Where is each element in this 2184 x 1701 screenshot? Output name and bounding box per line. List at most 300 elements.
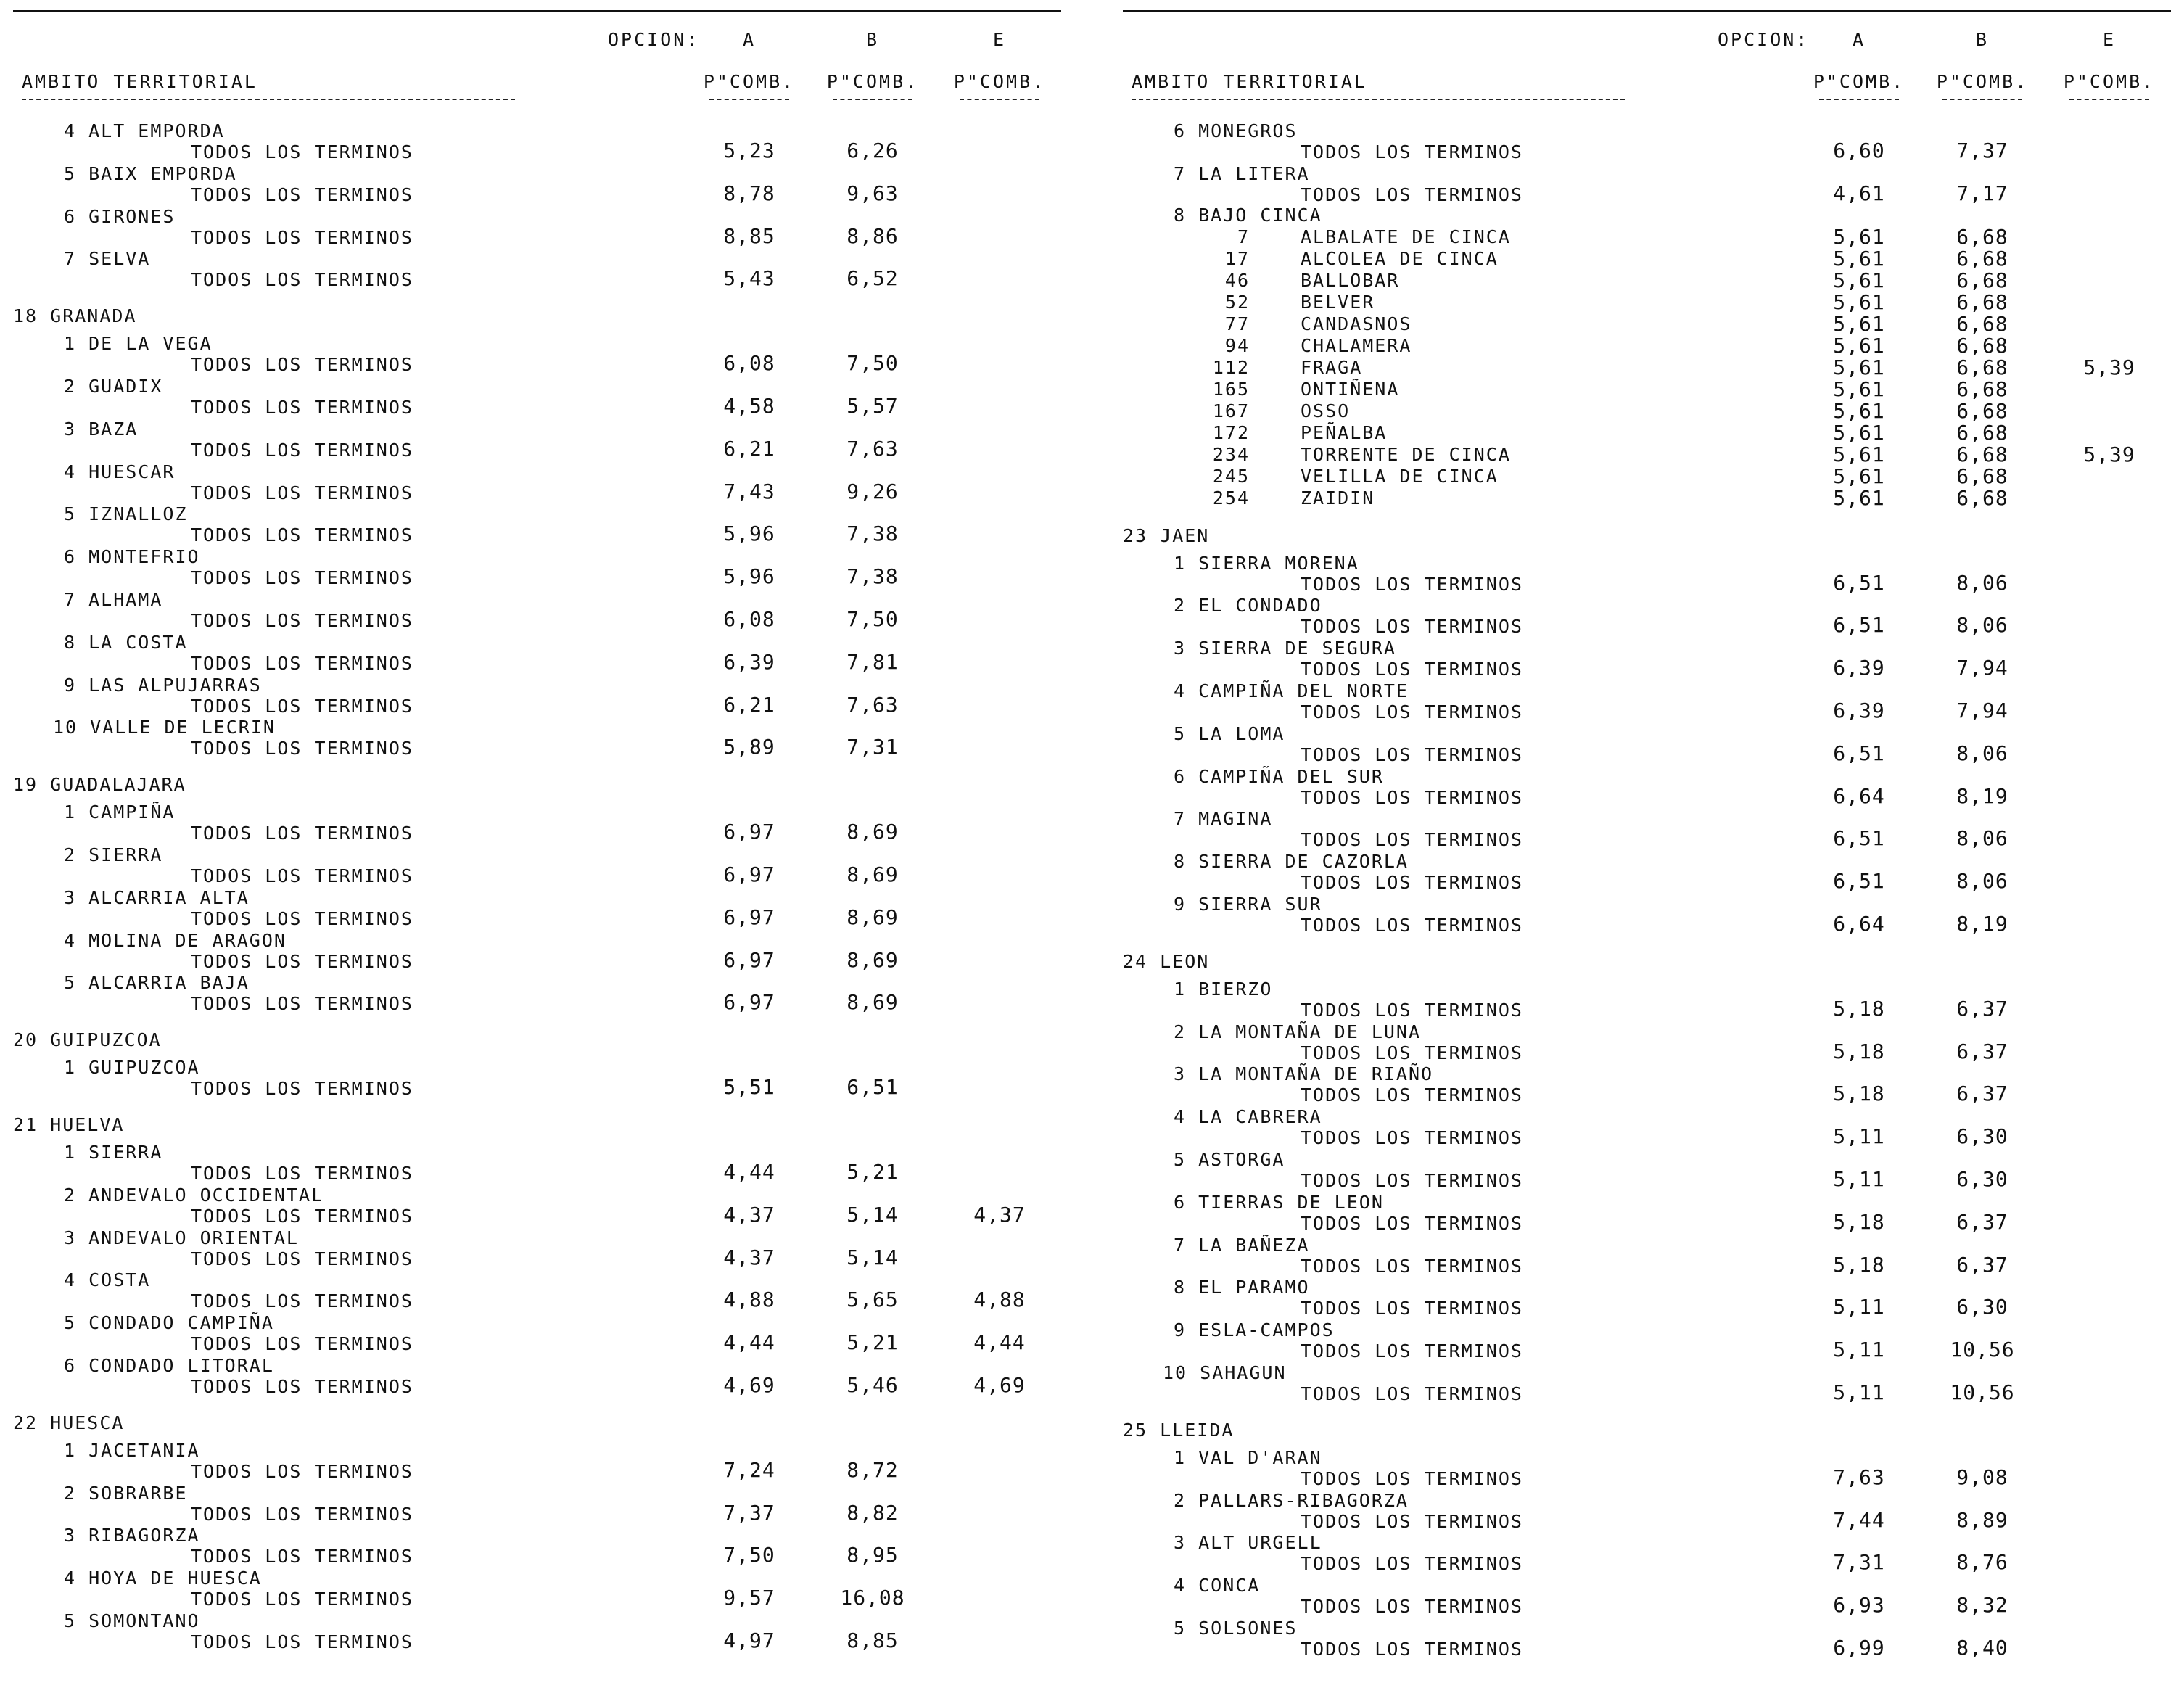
terminos-label: TODOS LOS TERMINOS: [1301, 744, 1523, 765]
pcomb-e-header: P"COMB.: [953, 71, 1046, 92]
comarca-row: [1123, 162, 2171, 205]
value-a: 5,11: [1833, 1338, 1885, 1362]
comarca-row: [1123, 1062, 2171, 1105]
municipio-row: [1123, 400, 2171, 422]
municipio-name: ZAIDIN: [1301, 487, 1375, 508]
value-a: 4,69: [723, 1372, 775, 1397]
terminos-label: TODOS LOS TERMINOS: [191, 1375, 413, 1397]
terminos-label: TODOS LOS TERMINOS: [1301, 872, 1523, 894]
municipio-row: [1123, 357, 2171, 379]
comarca-row: [1123, 1233, 2171, 1276]
comarca-label: 3 SIERRA DE SEGURA: [1174, 638, 1396, 659]
value-b: 5,14: [846, 1245, 899, 1269]
municipio-code: 254: [1212, 487, 1250, 508]
province-label: 19 GUADALAJARA: [13, 774, 186, 796]
value-a: 8,85: [723, 223, 775, 248]
comarca-row: [13, 928, 1061, 971]
left-column: [13, 10, 1061, 1693]
municipio-name: BELVER: [1301, 291, 1375, 313]
comarca-row: [1123, 1275, 2171, 1318]
comarca-row: [1123, 1616, 2171, 1659]
comarca-row: [13, 502, 1061, 545]
value-b: 6,68: [1956, 268, 2008, 292]
province-label: 22 HUESCA: [13, 1412, 125, 1433]
comarca-label: 1 BIERZO: [1174, 978, 1273, 1000]
value-b: 5,57: [846, 393, 899, 418]
comarca-label: 5 IZNALLOZ: [64, 503, 188, 525]
comarca-row: [1123, 722, 2171, 765]
value-b: 5,21: [846, 1159, 899, 1184]
comarca-label: 6 CAMPIÑA DEL SUR: [1174, 765, 1384, 787]
comarca-row: [13, 1354, 1061, 1396]
comarca-label: 4 CAMPIÑA DEL NORTE: [1174, 680, 1409, 701]
value-b: 8,32: [1956, 1593, 2008, 1618]
terminos-label: TODOS LOS TERMINOS: [191, 396, 413, 418]
comarca-row: [13, 1226, 1061, 1269]
municipio-code: 17: [1224, 247, 1250, 269]
terminos-label: TODOS LOS TERMINOS: [1301, 1553, 1523, 1575]
comarca-label: 5 ALCARRIA BAJA: [64, 972, 250, 994]
value-a: 4,61: [1833, 181, 1885, 205]
municipio-name: ONTIÑENA: [1301, 378, 1400, 400]
terminos-label: TODOS LOS TERMINOS: [1301, 1127, 1523, 1149]
value-b: 7,94: [1956, 656, 2008, 680]
municipio-code: 112: [1212, 356, 1250, 378]
comarca-row: [1123, 679, 2171, 722]
province-row: [1123, 509, 2171, 551]
value-a: 5,18: [1833, 996, 1885, 1021]
value-a: 6,51: [1833, 826, 1885, 851]
comarca-label: 3 ALT URGELL: [1174, 1532, 1322, 1554]
terminos-label: TODOS LOS TERMINOS: [191, 609, 413, 631]
value-b: 6,37: [1956, 1209, 2008, 1234]
comarca-label: 8 EL PARAMO: [1174, 1277, 1310, 1298]
value-b: 8,06: [1956, 869, 2008, 894]
value-e: 5,39: [2083, 355, 2135, 379]
value-a: 6,60: [1833, 139, 1885, 162]
comarca-row: [13, 205, 1061, 247]
value-a: 5,11: [1833, 1380, 1885, 1404]
municipio-row: [1123, 422, 2171, 444]
value-a: 6,64: [1833, 911, 1885, 936]
value-e: 4,69: [973, 1372, 1026, 1397]
comarca-label: 6 MONEGROS: [1174, 120, 1298, 141]
comarca-label: 1 GUIPUZCOA: [64, 1057, 200, 1079]
value-b: 5,65: [846, 1288, 899, 1312]
comarca-label: 4 HOYA DE HUESCA: [64, 1568, 262, 1589]
terminos-label: TODOS LOS TERMINOS: [1301, 1596, 1523, 1618]
comarca-label: 10 SAHAGUN: [1163, 1362, 1287, 1383]
comarca-row: [1123, 1105, 2171, 1148]
option-b-header: B: [1975, 29, 1990, 50]
municipio-code: 172: [1212, 421, 1250, 443]
comarca-label: 3 LA MONTAÑA DE RIAÑO: [1174, 1063, 1434, 1085]
comarca-label: 3 BAZA: [64, 418, 139, 440]
value-a: 6,97: [723, 862, 775, 886]
comarca-label: 4 CONCA: [1174, 1575, 1261, 1597]
value-b: 8,69: [846, 862, 899, 886]
municipio-code: 94: [1224, 334, 1250, 356]
comarca-label: 9 LAS ALPUJARRAS: [64, 674, 262, 696]
municipio-row: [1123, 376, 2171, 401]
terminos-label: TODOS LOS TERMINOS: [1301, 999, 1523, 1021]
terminos-label: TODOS LOS TERMINOS: [191, 269, 413, 291]
ambito-underline: [22, 99, 515, 100]
pcomb-a-header: P"COMB.: [703, 71, 796, 92]
municipio-row: [1123, 248, 2171, 270]
municipio-name: BALLOBAR: [1301, 269, 1400, 291]
comarca-row: [1123, 1020, 2171, 1063]
comarca-row: [13, 1566, 1061, 1609]
value-b: 8,72: [846, 1457, 899, 1482]
terminos-label: TODOS LOS TERMINOS: [1301, 701, 1523, 722]
value-b: 8,89: [1956, 1507, 2008, 1532]
value-a: 5,11: [1833, 1124, 1885, 1149]
pcomb-b-header: P"COMB.: [1936, 71, 2029, 92]
terminos-label: TODOS LOS TERMINOS: [1301, 1383, 1523, 1404]
province-row: [13, 1013, 1061, 1055]
comarca-label: 9 SIERRA SUR: [1174, 893, 1322, 915]
terminos-label: TODOS LOS TERMINOS: [191, 226, 413, 248]
municipio-code: 77: [1224, 313, 1250, 334]
comarca-row: [1123, 1318, 2171, 1361]
province-row: [13, 758, 1061, 800]
comarca-row: [13, 1183, 1061, 1226]
comarca-row: [1123, 636, 2171, 679]
province-row: [1123, 1404, 2171, 1446]
top-rule: [13, 10, 1061, 12]
pcomb-e-header: P"COMB.: [2063, 71, 2156, 92]
value-b: 6,68: [1956, 464, 2008, 488]
comarca-label: 6 MONTEFRIO: [64, 546, 200, 568]
value-b: 10,56: [1950, 1338, 2015, 1362]
comarca-label: 4 HUESCAR: [64, 461, 176, 482]
municipio-row: [1123, 487, 2171, 509]
value-a: 6,08: [723, 606, 775, 631]
municipio-name: FRAGA: [1301, 356, 1363, 378]
comarca-label: 1 SIERRA: [64, 1141, 163, 1163]
terminos-label: TODOS LOS TERMINOS: [191, 1333, 413, 1355]
value-a: 6,51: [1833, 741, 1885, 765]
municipio-row: [1123, 270, 2171, 292]
comarca-row: [1123, 1190, 2171, 1233]
terminos-label: TODOS LOS TERMINOS: [1301, 786, 1523, 808]
value-a: 4,97: [723, 1628, 775, 1652]
col-b-underline: [1942, 99, 2022, 100]
municipio-code: 165: [1212, 378, 1250, 400]
top-rule: [1123, 10, 2171, 12]
comarca-label: 3 RIBAGORZA: [64, 1525, 200, 1546]
comarca-row: [1123, 119, 2171, 162]
value-b: 8,06: [1956, 613, 2008, 638]
comarca-label: 4 MOLINA DE ARAGON: [64, 929, 287, 951]
comarca-label: 2 SIERRA: [64, 844, 163, 865]
opcion-label: OPCION:: [1718, 29, 1810, 50]
option-a-header: A: [742, 29, 757, 50]
comarca-row: [1123, 1148, 2171, 1190]
comarca-label: 1 JACETANIA: [64, 1439, 200, 1461]
municipio-name: ALBALATE DE CINCA: [1301, 226, 1511, 247]
value-a: 5,18: [1833, 1252, 1885, 1277]
municipio-name: VELILLA DE CINCA: [1301, 465, 1499, 487]
col-a-underline: [709, 99, 789, 100]
value-a: 6,97: [723, 990, 775, 1015]
comarca-label: 3 ALCARRIA ALTA: [64, 886, 250, 908]
terminos-label: TODOS LOS TERMINOS: [191, 1205, 413, 1227]
value-b: 8,06: [1956, 570, 2008, 595]
value-b: 6,51: [846, 1075, 899, 1100]
value-b: 8,19: [1956, 783, 2008, 808]
value-b: 6,37: [1956, 1039, 2008, 1063]
value-b: 7,63: [846, 692, 899, 717]
value-a: 5,43: [723, 266, 775, 291]
comarca-label: 2 GUADIX: [64, 375, 163, 397]
value-a: 5,11: [1833, 1295, 1885, 1319]
value-b: 8,85: [846, 1628, 899, 1652]
value-a: 7,63: [1833, 1465, 1885, 1489]
comarca-label: 5 SOMONTANO: [64, 1610, 200, 1631]
value-a: 6,39: [723, 649, 775, 674]
value-b: 7,37: [1956, 139, 2008, 162]
comarca-row: [1123, 1531, 2171, 1573]
comarca-row: [13, 1609, 1061, 1652]
municipio-name: PEÑALBA: [1301, 421, 1388, 443]
option-a-header: A: [1852, 29, 1866, 50]
value-a: 5,61: [1833, 485, 1885, 510]
comarca-row: [13, 886, 1061, 928]
value-b: 7,38: [846, 522, 899, 546]
value-a: 7,43: [723, 479, 775, 503]
value-b: 7,81: [846, 649, 899, 674]
comarca-label: 5 ASTORGA: [1174, 1148, 1285, 1170]
comarca-label: 2 LA MONTAÑA DE LUNA: [1174, 1021, 1422, 1042]
value-a: 5,18: [1833, 1082, 1885, 1106]
value-e: 4,37: [973, 1202, 1026, 1227]
value-b: 7,50: [846, 351, 899, 376]
value-b: 10,56: [1950, 1380, 2015, 1404]
terminos-label: TODOS LOS TERMINOS: [1301, 1169, 1523, 1191]
terminos-label: TODOS LOS TERMINOS: [191, 1078, 413, 1100]
value-b: 6,68: [1956, 398, 2008, 423]
value-a: 7,24: [723, 1457, 775, 1482]
comarca-row: [13, 588, 1061, 630]
value-b: 8,82: [846, 1500, 899, 1525]
value-b: 8,76: [1956, 1550, 2008, 1575]
comarca-label: 1 CAMPIÑA: [64, 802, 176, 823]
comarca-row: [13, 843, 1061, 886]
comarca-row: [13, 331, 1061, 374]
value-a: 4,37: [723, 1202, 775, 1227]
comarca-label: 9 ESLA-CAMPOS: [1174, 1319, 1335, 1341]
value-a: 5,61: [1833, 398, 1885, 423]
comarca-label: 5 LA LOMA: [1174, 722, 1285, 744]
comarca-label: 2 SOBRARBE: [64, 1482, 188, 1504]
value-a: 6,08: [723, 351, 775, 376]
value-b: 7,31: [846, 735, 899, 759]
value-a: 5,61: [1833, 268, 1885, 292]
comarca-row: [13, 971, 1061, 1013]
comarca-label: 8 BAJO CINCA: [1174, 204, 1322, 226]
comarca-row: [13, 460, 1061, 503]
comarca-row: [1123, 551, 2171, 594]
value-b: 9,63: [846, 181, 899, 205]
terminos-label: TODOS LOS TERMINOS: [191, 1546, 413, 1568]
value-a: 5,61: [1833, 224, 1885, 249]
terminos-label: TODOS LOS TERMINOS: [191, 439, 413, 461]
comarca-row: [1123, 593, 2171, 636]
value-b: 6,37: [1956, 1252, 2008, 1277]
comarca-label: 8 LA COSTA: [64, 631, 188, 653]
municipio-row: [1123, 444, 2171, 466]
comarca-label: 1 DE LA VEGA: [64, 333, 213, 355]
value-a: 9,57: [723, 1586, 775, 1610]
terminos-label: TODOS LOS TERMINOS: [1301, 1084, 1523, 1106]
terminos-label: TODOS LOS TERMINOS: [191, 184, 413, 205]
value-b: 8,69: [846, 947, 899, 972]
province-row: [13, 1098, 1061, 1140]
province-label: 20 GUIPUZCOA: [13, 1029, 162, 1051]
value-b: 6,52: [846, 266, 899, 291]
value-a: 5,18: [1833, 1039, 1885, 1063]
value-a: 5,61: [1833, 289, 1885, 314]
comarca-row: [1123, 1361, 2171, 1404]
value-b: 5,14: [846, 1202, 899, 1227]
terminos-label: TODOS LOS TERMINOS: [191, 524, 413, 546]
option-b-header: B: [865, 29, 880, 50]
value-a: 6,21: [723, 436, 775, 461]
terminos-label: TODOS LOS TERMINOS: [1301, 1042, 1523, 1063]
terminos-label: TODOS LOS TERMINOS: [1301, 1510, 1523, 1532]
municipio-name: TORRENTE DE CINCA: [1301, 443, 1511, 465]
comarca-row: [1123, 765, 2171, 807]
option-e-header: E: [992, 29, 1007, 50]
province-row: [13, 289, 1061, 331]
comarca-label: 2 PALLARS-RIBAGORZA: [1174, 1489, 1409, 1511]
value-b: 7,63: [846, 436, 899, 461]
municipio-code: 245: [1212, 465, 1250, 487]
value-a: 6,39: [1833, 656, 1885, 680]
comarca-row: [13, 374, 1061, 417]
value-b: 6,68: [1956, 246, 2008, 271]
col-a-underline: [1819, 99, 1899, 100]
value-a: 6,39: [1833, 698, 1885, 722]
terminos-label: TODOS LOS TERMINOS: [1301, 616, 1523, 638]
value-a: 6,97: [723, 905, 775, 929]
value-b: 9,26: [846, 479, 899, 503]
comarca-row: [13, 800, 1061, 843]
value-a: 4,58: [723, 393, 775, 418]
value-b: 6,30: [1956, 1295, 2008, 1319]
ambito-label: AMBITO TERRITORIAL: [1132, 71, 1367, 92]
terminos-label: TODOS LOS TERMINOS: [1301, 1638, 1523, 1660]
value-a: 4,88: [723, 1288, 775, 1312]
value-a: 5,61: [1833, 442, 1885, 466]
value-b: 6,37: [1956, 1082, 2008, 1106]
comarca-row: [1123, 1488, 2171, 1531]
value-a: 6,64: [1833, 783, 1885, 808]
comarca-label: 2 ANDEVALO OCCIDENTAL: [64, 1184, 324, 1206]
value-a: 7,50: [723, 1543, 775, 1568]
value-a: 5,61: [1833, 376, 1885, 401]
value-a: 8,78: [723, 181, 775, 205]
value-b: 5,21: [846, 1330, 899, 1355]
comarca-label: 7 LA LITERA: [1174, 162, 1310, 184]
terminos-label: TODOS LOS TERMINOS: [191, 567, 413, 589]
value-a: 4,44: [723, 1159, 775, 1184]
province-label: 23 JAEN: [1123, 524, 1210, 546]
municipio-row: [1123, 226, 2171, 248]
comarca-row: [13, 119, 1061, 162]
value-b: 6,26: [846, 139, 899, 162]
value-a: 5,61: [1833, 420, 1885, 445]
value-a: 6,51: [1833, 570, 1885, 595]
terminos-label: TODOS LOS TERMINOS: [191, 1162, 413, 1184]
comarca-row: [13, 1268, 1061, 1311]
comarca-label: 5 CONDADO CAMPIÑA: [64, 1312, 274, 1334]
terminos-label: TODOS LOS TERMINOS: [1301, 1255, 1523, 1277]
terminos-label: TODOS LOS TERMINOS: [191, 823, 413, 844]
terminos-label: TODOS LOS TERMINOS: [1301, 1467, 1523, 1489]
value-a: 6,99: [1833, 1635, 1885, 1660]
value-b: 6,68: [1956, 224, 2008, 249]
comarca-row: [13, 1140, 1061, 1183]
value-a: 6,97: [723, 820, 775, 844]
terminos-label: TODOS LOS TERMINOS: [191, 950, 413, 972]
comarca-label: 6 TIERRAS DE LEON: [1174, 1191, 1384, 1213]
terminos-label: TODOS LOS TERMINOS: [191, 865, 413, 886]
value-b: 6,30: [1956, 1166, 2008, 1191]
comarca-row: [1123, 977, 2171, 1020]
value-e: 4,88: [973, 1288, 1026, 1312]
value-a: 7,44: [1833, 1507, 1885, 1532]
terminos-label: TODOS LOS TERMINOS: [191, 738, 413, 759]
comarca-label: 4 COSTA: [64, 1269, 151, 1291]
comarca-row: [13, 545, 1061, 588]
comarca-row: [13, 247, 1061, 289]
comarca-label: 7 LA BAÑEZA: [1174, 1234, 1310, 1256]
municipio-row: [1123, 313, 2171, 335]
value-a: 5,11: [1833, 1166, 1885, 1191]
municipio-name: CHALAMERA: [1301, 334, 1412, 356]
value-a: 7,37: [723, 1500, 775, 1525]
value-b: 6,68: [1956, 311, 2008, 336]
terminos-label: TODOS LOS TERMINOS: [191, 1503, 413, 1525]
value-b: 6,68: [1956, 485, 2008, 510]
comarca-label: 4 ALT EMPORDA: [64, 120, 225, 141]
value-b: 6,30: [1956, 1124, 2008, 1149]
comarca-row: [13, 630, 1061, 673]
value-b: 7,38: [846, 564, 899, 589]
value-b: 8,86: [846, 223, 899, 248]
value-a: 7,31: [1833, 1550, 1885, 1575]
value-b: 6,68: [1956, 355, 2008, 379]
terminos-label: TODOS LOS TERMINOS: [1301, 829, 1523, 851]
terminos-label: TODOS LOS TERMINOS: [1301, 659, 1523, 680]
value-a: 5,61: [1833, 464, 1885, 488]
comarca-row: [13, 1481, 1061, 1524]
value-b: 6,68: [1956, 442, 2008, 466]
municipio-code: 7: [1237, 226, 1250, 247]
value-b: 7,17: [1956, 181, 2008, 205]
option-e-header: E: [2102, 29, 2117, 50]
col-e-underline: [960, 99, 1039, 100]
comarca-label: 3 ANDEVALO ORIENTAL: [64, 1227, 299, 1248]
terminos-label: TODOS LOS TERMINOS: [191, 1248, 413, 1269]
comarca-label: 1 SIERRA MORENA: [1174, 552, 1359, 574]
value-b: 6,68: [1956, 333, 2008, 358]
right-column: [1123, 10, 2171, 1693]
comarca-label: 1 VAL D'ARAN: [1174, 1446, 1322, 1468]
